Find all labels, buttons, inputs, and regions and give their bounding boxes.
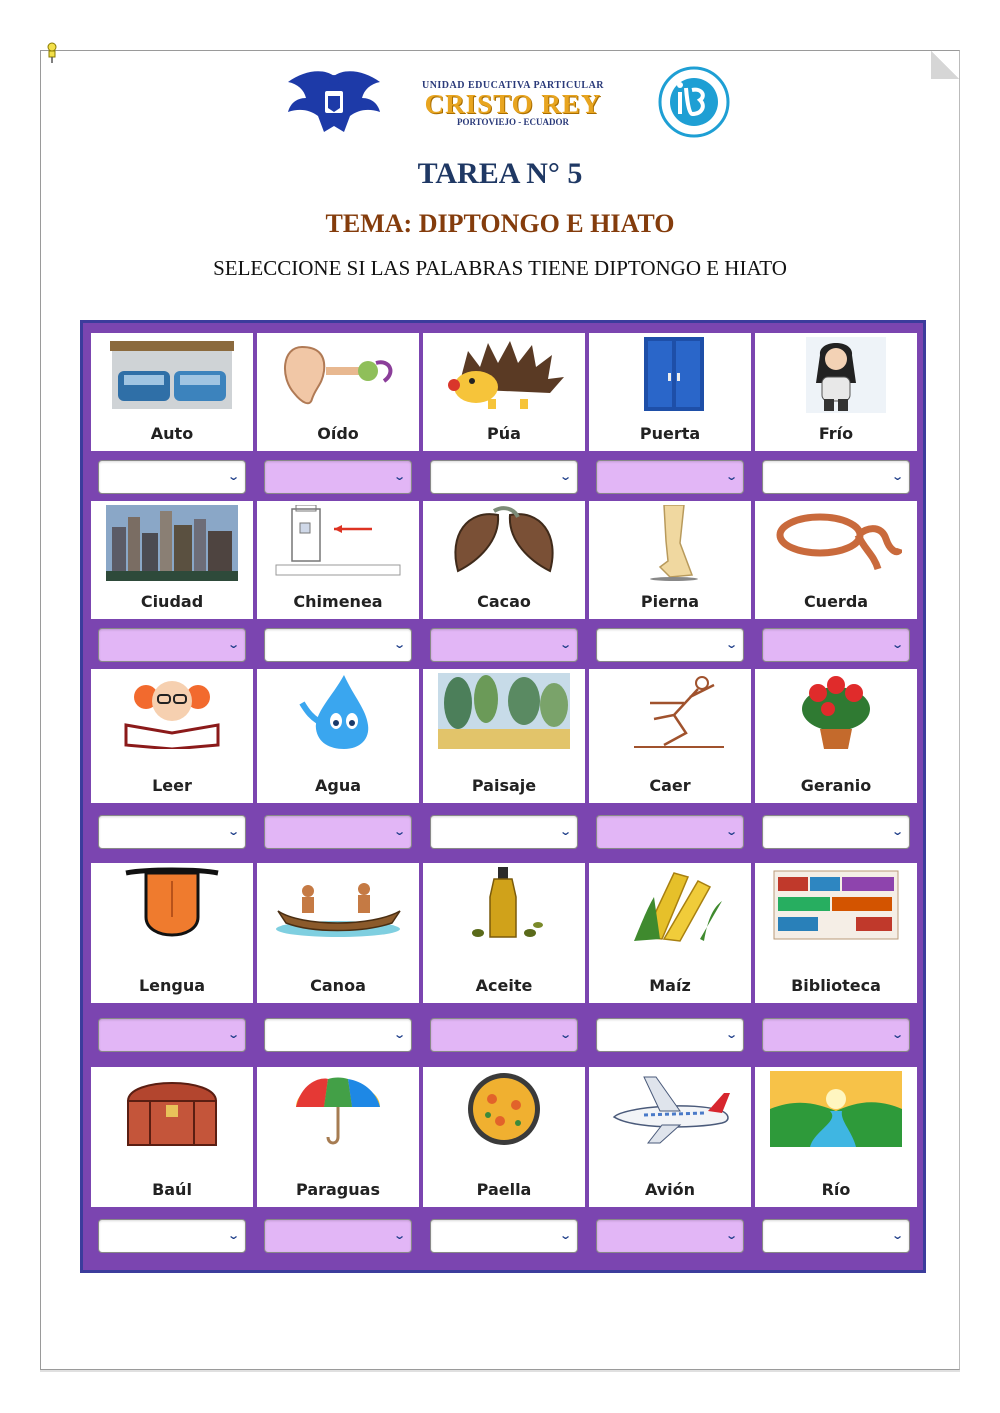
word-card-oido	[257, 333, 419, 451]
ear-anatomy-icon	[272, 337, 404, 413]
page-title: TAREA N° 5	[417, 157, 583, 190]
chevron-down-icon: ⌄	[558, 825, 572, 838]
ib-world-school-logo	[640, 66, 748, 138]
word-card-pua	[423, 333, 585, 451]
hedgehog-icon	[438, 337, 570, 413]
library-shelves-icon	[770, 867, 902, 943]
chevron-down-icon: ⌄	[558, 1028, 572, 1041]
answer-select[interactable]	[762, 1018, 910, 1052]
chevron-down-icon: ⌄	[890, 638, 904, 651]
word-label: Frío	[818, 424, 854, 443]
word-label: Paraguas	[296, 1180, 380, 1199]
pushpin-icon	[44, 42, 60, 64]
landscape-painting-icon	[438, 673, 570, 749]
answer-select[interactable]	[430, 460, 578, 494]
answer-select[interactable]	[596, 815, 744, 849]
word-label: Oído	[317, 424, 359, 443]
corn-icon	[604, 867, 736, 943]
word-label: Canoa	[310, 976, 366, 995]
word-card-pierna	[589, 501, 751, 619]
answer-select[interactable]	[762, 628, 910, 662]
select-row-4	[91, 1007, 917, 1063]
rope-knot-icon	[770, 505, 902, 581]
word-card-ciudad	[91, 501, 253, 619]
word-card-biblioteca	[755, 863, 917, 1003]
word-label: Cacao	[477, 592, 531, 611]
water-drop-icon	[272, 673, 404, 749]
answer-select[interactable]	[596, 628, 744, 662]
answer-select[interactable]	[98, 628, 246, 662]
select-row-5	[91, 1211, 917, 1261]
reading-girl-icon	[106, 673, 238, 749]
word-card-puerta	[589, 333, 751, 451]
chevron-down-icon: ⌄	[558, 1229, 572, 1242]
picture-row-5	[91, 1067, 917, 1207]
door-icon	[604, 337, 736, 413]
tongue-icon	[106, 867, 238, 943]
paella-pan-icon	[438, 1071, 570, 1147]
word-card-cuerda	[755, 501, 917, 619]
answer-select[interactable]	[98, 1018, 246, 1052]
word-label: Paella	[476, 1180, 532, 1199]
chevron-down-icon: ⌄	[226, 638, 240, 651]
word-card-baul	[91, 1067, 253, 1207]
chevron-down-icon: ⌄	[724, 1028, 738, 1041]
cold-girl-icon	[770, 337, 902, 413]
word-label: Cuerda	[803, 592, 869, 611]
word-card-avion	[589, 1067, 751, 1207]
picture-row-3	[91, 669, 917, 803]
word-label: Caer	[649, 776, 691, 795]
chevron-down-icon: ⌄	[392, 1229, 406, 1242]
school-line2: CRISTO REY	[424, 89, 602, 119]
chevron-down-icon: ⌄	[392, 470, 406, 483]
select-row-3	[91, 807, 917, 857]
city-skyline-icon	[106, 505, 238, 581]
chevron-down-icon: ⌄	[724, 1229, 738, 1242]
word-card-auto	[91, 333, 253, 451]
word-label: Paisaje	[471, 776, 537, 795]
word-label: Aceite	[475, 976, 533, 995]
word-card-caer	[589, 669, 751, 803]
word-card-frio	[755, 333, 917, 451]
word-label: Puerta	[639, 424, 701, 443]
answer-select[interactable]	[264, 460, 412, 494]
instruction-text: SELECCIONE SI LAS PALABRAS TIENE DIPTONGO E HIATO	[213, 256, 787, 280]
word-label: Río	[821, 1180, 851, 1199]
answer-select[interactable]	[596, 1219, 744, 1253]
word-label: Geranio	[800, 776, 872, 795]
answer-select[interactable]	[430, 815, 578, 849]
answer-select[interactable]	[98, 1219, 246, 1253]
answer-select[interactable]	[430, 1018, 578, 1052]
topic-title: TEMA: DIPTONGO E HIATO	[325, 209, 675, 238]
answer-select[interactable]	[98, 460, 246, 494]
picture-row-4	[91, 863, 917, 1003]
answer-select[interactable]	[264, 1018, 412, 1052]
word-card-leer	[91, 669, 253, 803]
word-card-geranio	[755, 669, 917, 803]
chevron-down-icon: ⌄	[724, 825, 738, 838]
word-label: Lengua	[138, 976, 206, 995]
answer-select[interactable]	[264, 628, 412, 662]
chevron-down-icon: ⌄	[392, 638, 406, 651]
word-label: Ciudad	[140, 592, 204, 611]
exercise-board	[80, 320, 926, 1273]
word-label: Avión	[644, 1180, 696, 1199]
select-row-2	[91, 623, 917, 667]
word-card-agua	[257, 669, 419, 803]
answer-select[interactable]	[596, 460, 744, 494]
answer-select[interactable]	[762, 815, 910, 849]
school-name	[398, 80, 628, 127]
word-label: Biblioteca	[791, 976, 881, 995]
chevron-down-icon: ⌄	[558, 470, 572, 483]
cacao-pods-icon	[438, 505, 570, 581]
word-label: Agua	[314, 776, 362, 795]
chevron-down-icon: ⌄	[392, 825, 406, 838]
chevron-down-icon: ⌄	[890, 1229, 904, 1242]
picture-row-2	[91, 501, 917, 619]
falling-figure-icon	[604, 673, 736, 749]
school-line1: UNIDAD EDUCATIVA PARTICULAR	[421, 80, 605, 91]
word-card-paisaje	[423, 669, 585, 803]
word-label: Auto	[150, 424, 194, 443]
chevron-down-icon: ⌄	[226, 825, 240, 838]
school-header	[280, 66, 750, 138]
leg-icon	[604, 505, 736, 581]
chevron-down-icon: ⌄	[724, 470, 738, 483]
answer-select[interactable]	[98, 815, 246, 849]
word-card-rio	[755, 1067, 917, 1207]
word-card-maiz	[589, 863, 751, 1003]
word-label: Maíz	[649, 976, 691, 995]
treasure-chest-icon	[106, 1071, 238, 1147]
airplane-icon	[604, 1071, 736, 1147]
word-label: Leer	[152, 776, 192, 795]
answer-select[interactable]	[762, 460, 910, 494]
chevron-down-icon: ⌄	[890, 1028, 904, 1041]
word-card-paraguas	[257, 1067, 419, 1207]
olive-oil-bottle-icon	[438, 867, 570, 943]
answer-select[interactable]	[762, 1219, 910, 1253]
chimney-sketch-icon	[272, 505, 404, 581]
answer-select[interactable]	[430, 628, 578, 662]
eagle-crest-logo	[284, 68, 384, 136]
chevron-down-icon: ⌄	[558, 638, 572, 651]
page-fold-corner	[931, 51, 959, 79]
chevron-down-icon: ⌄	[226, 1028, 240, 1041]
word-label: Púa	[487, 424, 521, 443]
river-landscape-icon	[770, 1071, 902, 1147]
answer-select[interactable]	[264, 815, 412, 849]
answer-select[interactable]	[596, 1018, 744, 1052]
school-line3: PORTOVIEJO - ECUADOR	[456, 117, 570, 127]
word-card-lengua	[91, 863, 253, 1003]
word-card-canoa	[257, 863, 419, 1003]
chevron-down-icon: ⌄	[890, 825, 904, 838]
chevron-down-icon: ⌄	[890, 470, 904, 483]
geranium-pot-icon	[770, 673, 902, 749]
word-label: Baúl	[152, 1180, 192, 1199]
picture-row-1	[91, 333, 917, 451]
word-card-chimenea	[257, 501, 419, 619]
word-card-aceite	[423, 863, 585, 1003]
word-label: Pierna	[640, 592, 700, 611]
select-row-1	[91, 455, 917, 499]
chevron-down-icon: ⌄	[226, 1229, 240, 1242]
canoe-icon	[272, 867, 404, 943]
word-label: Chimenea	[293, 592, 383, 611]
answer-select[interactable]	[264, 1219, 412, 1253]
chevron-down-icon: ⌄	[724, 638, 738, 651]
cars-garage-icon	[106, 337, 238, 413]
word-card-cacao	[423, 501, 585, 619]
chevron-down-icon: ⌄	[226, 470, 240, 483]
word-card-paella	[423, 1067, 585, 1207]
umbrella-icon	[272, 1071, 404, 1147]
page-bottom-rule	[40, 1370, 960, 1372]
chevron-down-icon: ⌄	[392, 1028, 406, 1041]
answer-select[interactable]	[430, 1219, 578, 1253]
